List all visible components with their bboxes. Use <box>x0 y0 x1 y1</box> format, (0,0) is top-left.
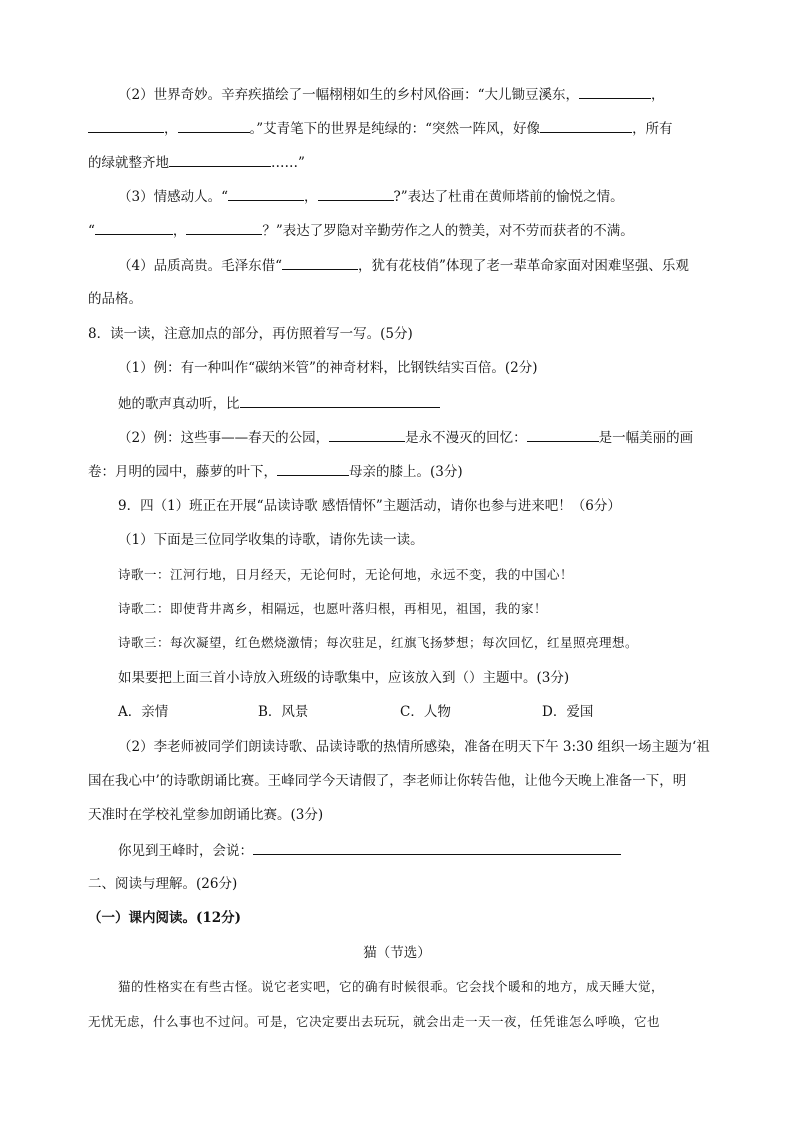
poem-text: 每次凝望，红色燃烧激情；每次驻足，红旗飞扬梦想；每次回忆，红星照亮理想。 <box>170 635 639 650</box>
poem-label: 诗歌二： <box>118 601 171 616</box>
fill-blank[interactable] <box>579 84 651 99</box>
text: 是一幅美丽的画 <box>598 430 694 446</box>
q8-s2-line1 <box>118 427 693 448</box>
section-title: 二、阅读与理解。(26分) <box>88 876 238 892</box>
fill-blank[interactable] <box>178 118 250 133</box>
q9-s2-answer <box>118 840 621 861</box>
text: ？”表达了罗隐对辛勤劳作之人的赞美，对不劳而获者的不满。 <box>262 223 634 239</box>
fill-blank[interactable] <box>318 186 394 201</box>
poem-label: 诗歌三： <box>118 635 171 650</box>
text: ， <box>651 87 665 103</box>
q7-s3-line1 <box>118 186 624 207</box>
text: ， <box>172 223 187 239</box>
answer-line[interactable] <box>240 393 440 408</box>
text: （3）情感动人。“ <box>118 189 228 205</box>
text: ，犹有花枝俏”体现了老一辈革命家面对困难坚强、乐观 <box>358 258 689 274</box>
q7-s2-line1 <box>118 84 665 105</box>
article-title: 猫（节选） <box>363 945 431 961</box>
fill-blank[interactable] <box>277 461 349 476</box>
text: ?”表达了杜甫在黄师塔前的愉悦之情。 <box>393 189 624 205</box>
poem-3 <box>118 633 638 653</box>
poem-text: 江河行地，日月经天，无论何时，无论何地，永远不变，我的中国心！ <box>170 567 574 582</box>
fill-blank[interactable] <box>95 220 173 235</box>
q8-s1: （1）例：有一种叫作“碳纳米管”的神奇材料，比钢铁结实百倍。(2分) <box>118 360 538 376</box>
text: 。”艾青笔下的世界是纯绿的：“突然一阵风，好像 <box>249 121 541 137</box>
option-c[interactable]: C．人物 <box>400 704 451 720</box>
q7-s2-line2 <box>88 118 673 139</box>
q9-s1: （1）下面是三位同学收集的诗歌，请你先读一读。 <box>118 532 424 548</box>
poem-label: 诗歌一： <box>118 567 171 582</box>
fill-blank[interactable] <box>329 427 405 442</box>
q9-s2-line1: （2）李老师被同学们朗读诗歌、品读诗歌的热情所感染，准备在明天下午 3:30 组织一场主题为‘祖 <box>118 739 710 755</box>
poem-text: 即使背井离乡，相隔远，也愿叶落归根，再相见，祖国，我的家！ <box>170 601 548 616</box>
fill-blank[interactable] <box>186 220 262 235</box>
text: （4）品质高贵。毛泽东借“ <box>118 258 282 274</box>
option-a[interactable]: A．亲情 <box>118 704 169 720</box>
article-paragraph-line1: 猫的性格实在有些古怪。说它老实吧，它的确有时候很乖。它会找个暖和的地方，成天睡大觉， <box>118 979 665 994</box>
text: ， <box>304 189 318 205</box>
option-d[interactable]: D．爱国 <box>542 704 594 720</box>
text: 你见到王峰时，会说： <box>118 843 253 859</box>
text: （2）例：这些事——春天的公园， <box>118 430 330 446</box>
q9-s2-line3: 天准时在学校礼堂参加朗诵比赛。(3分) <box>88 807 324 823</box>
text: ，所有 <box>632 121 673 137</box>
text: 的绿就整齐地 <box>88 155 169 171</box>
fill-blank[interactable] <box>282 255 358 270</box>
q8-s2-line2 <box>88 461 463 482</box>
text: 卷：月明的园中，藤萝的叶下， <box>88 464 277 480</box>
text: 母亲的膝上。(3分) <box>349 464 463 480</box>
option-b[interactable]: B．风景 <box>258 704 309 720</box>
fill-blank[interactable] <box>169 152 271 167</box>
text: ……” <box>271 155 305 171</box>
fill-blank[interactable] <box>527 427 599 442</box>
q7-s4-line2: 的品格。 <box>88 291 142 307</box>
fill-blank[interactable] <box>228 186 304 201</box>
subsection-title: （一）课内阅读。(12分) <box>88 910 242 926</box>
q9-title: 9．四（1）班正在开展“品读诗歌 感悟情怀”主题活动，请你也参与进来吧！（6分） <box>118 498 621 514</box>
fill-blank[interactable] <box>88 118 164 133</box>
text: ， <box>164 121 178 137</box>
q9-s2-line2: 国在我心中’的诗歌朗诵比赛。王峰同学今天请假了，李老师让你转告他，让他今天晚上准备一下，明 <box>88 773 687 789</box>
q7-s3-line2 <box>88 220 634 241</box>
text: 她的歌声真动听，比 <box>118 396 240 412</box>
q7-s4-line1 <box>118 255 689 276</box>
poem-2 <box>118 599 547 619</box>
text: 是永不漫灭的回忆： <box>405 430 527 446</box>
q8-s1-answer <box>118 393 440 414</box>
q7-s2-line3 <box>88 152 305 173</box>
text: “ <box>88 223 95 239</box>
q8-title: 8．读一读，注意加点的部分，再仿照着写一写。(5分) <box>88 326 413 342</box>
poem-1 <box>118 565 573 585</box>
article-paragraph-line2: 无忧无虑，什么事也不过问。可是，它决定要出去玩玩，就会出走一天一夜，任凭谁怎么呼唤，它也 <box>88 1014 661 1029</box>
fill-blank[interactable] <box>540 118 632 133</box>
answer-line[interactable] <box>253 840 621 855</box>
text: （2）世界奇妙。辛弃疾描绘了一幅栩栩如生的乡村风俗画：“大儿锄豆溪东， <box>118 87 579 103</box>
q9-question: 如果要把上面三首小诗放入班级的诗歌集中，应该放入到（）主题中。(3分) <box>118 670 570 686</box>
